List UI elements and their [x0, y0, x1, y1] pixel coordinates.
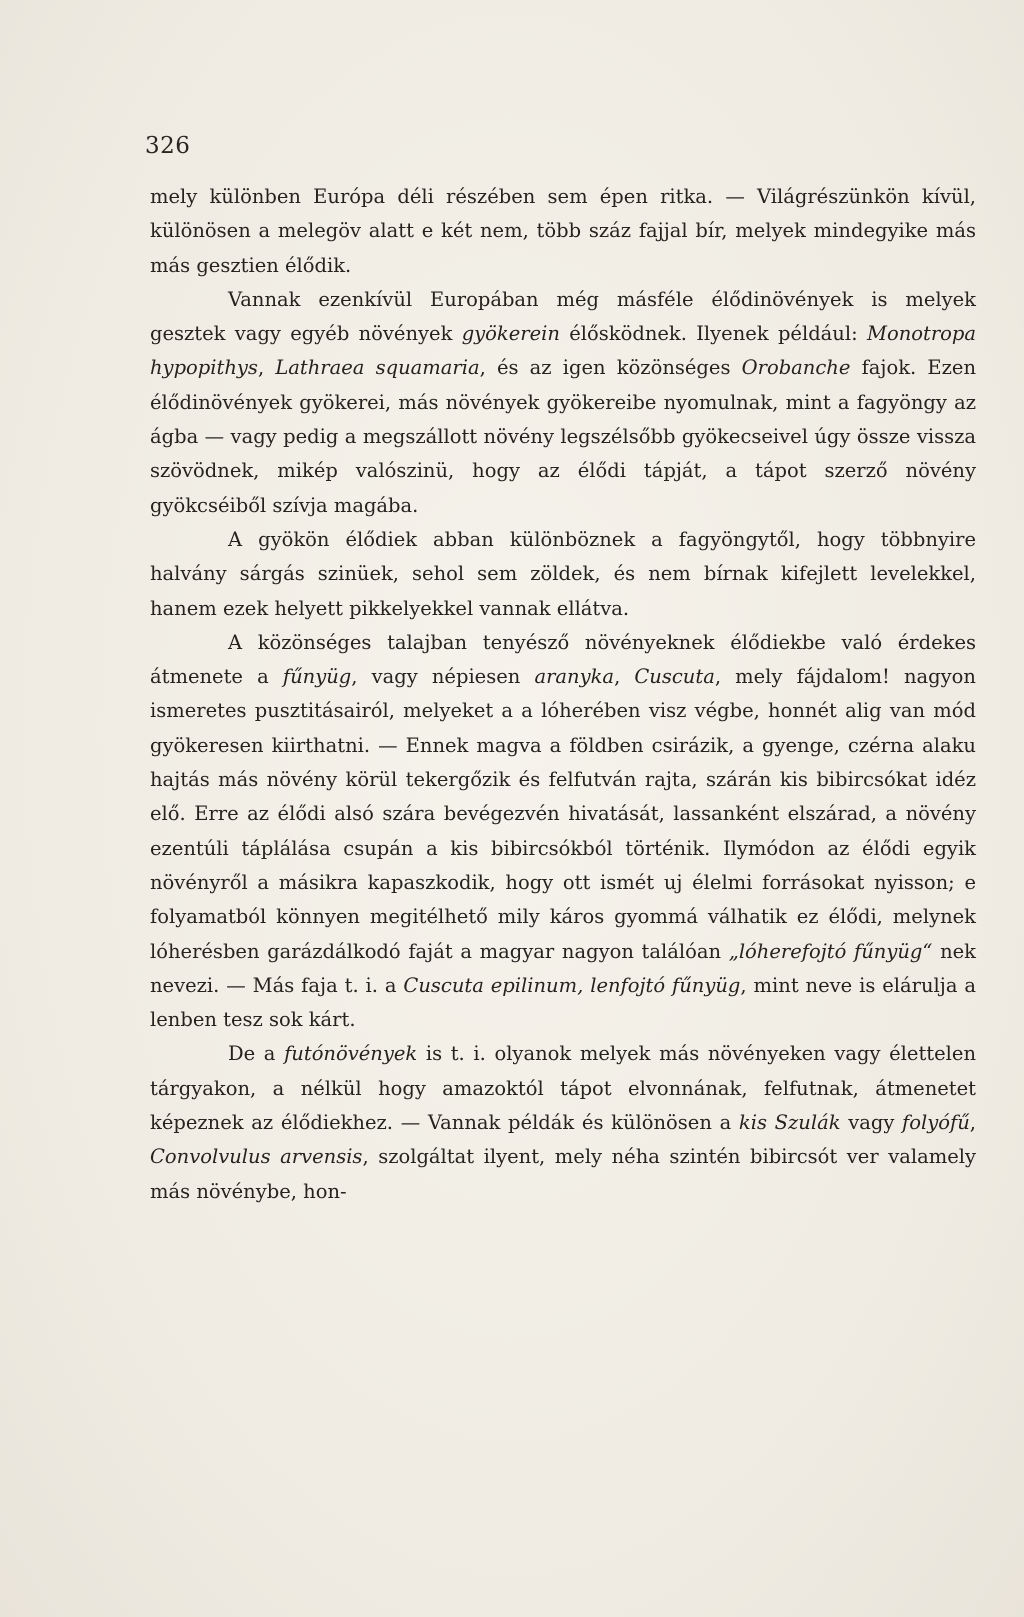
text-run: , mely fájdalom! nagyon ismeretes pusztitásairól, melyeket a a lóherében visz végbe, honnét alig van mód gyökeresen kiirthatni. — Ennek magva a földben csirázik, a gyenge, czérna alaku hajtás más növény körül tekergőzik és felfutván rajta, szárán kis bibircsókat idéz elő. Erre az élődi alsó szára bevégezvén hivatását, lassanként elszárad, a növény ezentúli táplálása csupán a kis bibircsókból történik. Ilymódon az élődi egyik növényről a másikra kapaszkodik, hogy ott ismét uj élelmi forrásokat nyisson; e folyamatból könnyen megitélhető mily káros gyommá válhatik ez élődi, melynek lóherésben garázdálkodó faját a magyar nagyon találóan: [150, 665, 976, 963]
body-text: [150, 180, 976, 1209]
text-run: , mint neve is elárulja a lenben tesz sok kárt.: [150, 973, 976, 1032]
paragraph: [150, 180, 976, 283]
paragraph: [150, 626, 976, 1038]
text-run: ,: [614, 665, 635, 689]
text-run: , vagy népiesen: [351, 665, 535, 689]
italic-text-run: futónövények: [284, 1042, 418, 1066]
page-number: 326: [145, 133, 191, 159]
italic-text-run: Cuscuta epilinum, lenfojtó fűnyüg: [403, 973, 741, 997]
italic-text-run: Cuscuta: [634, 665, 715, 689]
text-run: ,: [257, 356, 276, 380]
text-run: , és az igen közönséges: [479, 356, 742, 380]
italic-text-run: Convolvulus arvensis: [150, 1145, 363, 1169]
text-run: élősködnek. Ilyenek például:: [559, 322, 867, 346]
text-run: ,: [969, 1111, 976, 1135]
italic-text-run: kis Szulák: [738, 1111, 841, 1135]
italic-text-run: folyófű: [902, 1111, 970, 1135]
text-run: A gyökön élődiek abban különböznek a fagyöngytől, hogy többnyire halvány sárgás szinüek, sehol sem zöldek, és nem bírnak kifejlett levelekkel, hanem ezek helyett pikkelyekkel vannak ellátva.: [150, 527, 976, 620]
text-run: is t. i. olyanok melyek más növényeken vagy élettelen tárgyakon, a nélkül hogy amazoktól tápot elvonnának, felfutnak, átmenetet képeznek az élődiekhez. — Vannak példák és különösen a: [150, 1042, 977, 1135]
italic-text-run: Orobanche: [741, 356, 851, 380]
italic-text-run: aranyka: [534, 665, 615, 689]
text-run: Vannak ezenkívül Europában még másféle élődinövények is melyek gesztek vagy egyéb növények: [150, 287, 976, 346]
text-run: A közönséges talajban tenyésző növényeknek élődiekbe való érdekes átmenete a: [150, 630, 976, 689]
text-run: mely különben Európa déli részében sem épen ritka. — Világrészünkön kívül, különösen a melegöv alatt e két nem, több száz fajjal bír, melyek mindegyike más más gesztien élődik.: [150, 185, 976, 277]
text-run: nek nevezi. — Más faja t. i. a: [150, 939, 976, 997]
italic-text-run: „lóherefojtó fűnyüg“: [728, 939, 933, 963]
paragraph: [150, 1037, 976, 1208]
text-run: vagy: [840, 1111, 903, 1135]
italic-text-run: Monotropa hypopithys: [150, 322, 976, 380]
text-run: fajok. Ezen élődinövények gyökerei, más növények gyökereibe nyomulnak, mint a fagyöngy az ágba — vagy pedig a megszállott növény legszélsőbb gyökecseivel úgy össze vissza szövödnek, mikép valószinü, hogy az élődi tápját, a tápot szerző növény gyökcséiből szívja magába.: [150, 356, 976, 517]
paragraph: [150, 283, 976, 523]
italic-text-run: gyökerein: [461, 322, 560, 346]
paragraph: [150, 523, 976, 626]
italic-text-run: Lathraea squamaria: [275, 356, 480, 380]
text-run: De a: [228, 1042, 285, 1066]
text-run: , szolgáltat ilyent, mely néha szintén bibircsót ver valamely más növénybe, hon-: [150, 1145, 976, 1203]
italic-text-run: fűnyüg: [282, 665, 352, 689]
